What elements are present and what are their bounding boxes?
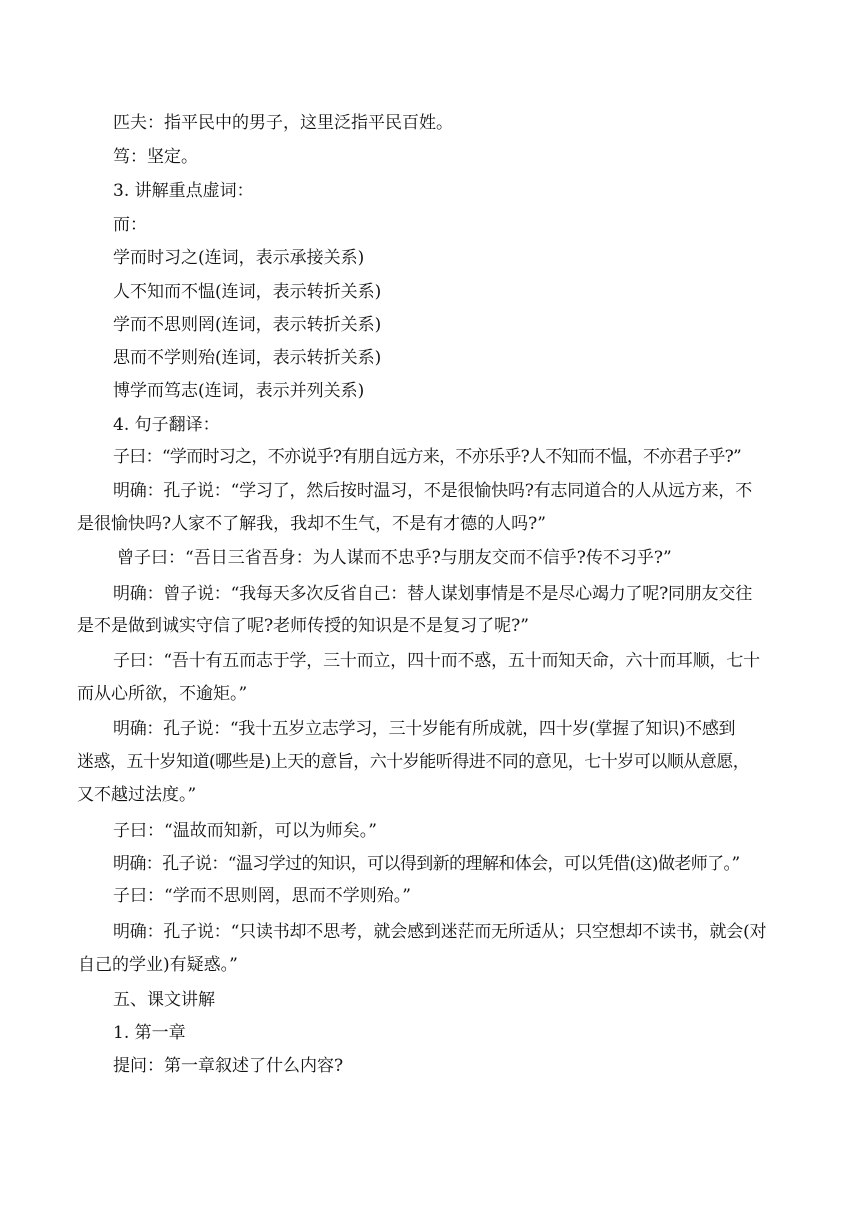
text-line: 是很愉快吗?人家不了解我，我却不生气，不是有才德的人吗?”: [77, 514, 546, 534]
text-line: 迷惑，五十岁知道(哪些是)上天的意旨，六十岁能听得进不同的意见，七十岁可以顺从意愿，: [77, 752, 750, 772]
text-line: 笃：坚定。: [113, 147, 198, 167]
text-line: 匹夫：指平民中的男子，这里泛指平民百姓。: [113, 113, 453, 133]
text-line: 子曰：“吾十有五而志于学，三十而立，四十而不惑，五十而知天命，六十而耳顺，七十: [113, 651, 760, 671]
text-line: 自己的学业)有疑惑。”: [78, 955, 238, 975]
text-line: 思而不学则殆(连词，表示转折关系): [113, 348, 382, 368]
text-line: 明确：孔子说：“只读书却不思考，就会感到迷茫而无所适从；只空想却不读书，就会(对: [113, 922, 767, 942]
section-heading: 五、课文讲解: [113, 990, 215, 1010]
text-line: 明确：曾子说：“我每天多次反省自己：替人谋划事情是不是尽心竭力了呢?同朋友交往: [113, 584, 753, 604]
text-line: 又不越过法度。”: [77, 785, 197, 805]
text-line: 博学而笃志(连词，表示并列关系): [113, 381, 365, 401]
text-line: 明确：孔子说：“温习学过的知识，可以得到新的理解和体会，可以凭借(这)做老师了。”: [113, 854, 740, 874]
text-line: 学而时习之(连词，表示承接关系): [113, 248, 365, 268]
text-line: 是不是做到诚实守信了呢?老师传授的知识是不是复习了呢?”: [77, 616, 529, 636]
text-line: 4. 句子翻译：: [113, 415, 220, 435]
text-line: 明确：孔子说：“学习了，然后按时温习，不是很愉快吗?有志同道合的人从远方来，不: [113, 481, 753, 501]
text-line: 而从心所欲，不逾矩。”: [77, 684, 248, 704]
subsection-heading: 1. 第一章: [113, 1023, 186, 1043]
text-line: 子曰：“学而不思则罔，思而不学则殆。”: [113, 886, 411, 906]
text-line: 3. 讲解重点虚词：: [113, 181, 254, 201]
text-line: 子曰：“学而时习之，不亦说乎?有朋自远方来，不亦乐乎?人不知而不愠，不亦君子乎?”: [113, 447, 742, 467]
text-line: 学而不思则罔(连词，表示转折关系): [113, 315, 382, 335]
text-line: 曾子曰：“吾日三省吾身：为人谋而不忠乎?与朋友交而不信乎?传不习乎?”: [117, 548, 672, 568]
text-line: 子曰：“温故而知新，可以为师矣。”: [113, 821, 377, 841]
text-line: 人不知而不愠(连词，表示转折关系): [113, 282, 382, 302]
text-line: 提问：第一章叙述了什么内容?: [113, 1056, 344, 1076]
text-line: 明确：孔子说：“我十五岁立志学习，三十岁能有所成就，四十岁(掌握了知识)不感到: [113, 719, 736, 739]
text-line: 而：: [113, 215, 147, 235]
